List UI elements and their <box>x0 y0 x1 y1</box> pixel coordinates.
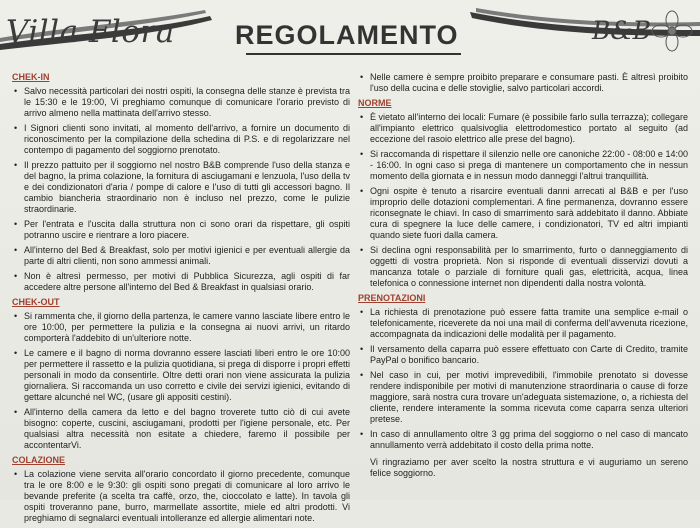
rule-item: • Si rammenta che, il giorno della partenza, le camere vanno lasciate libere entro le ore 10:00, per permettere la pulizia e la consegna ai nuovi arrivi, un ritardo comporterà l'addebito di un'ulteriore notte. <box>12 311 350 344</box>
closing-message: Vi ringraziamo per aver scelto la nostra struttura e vi auguriamo un sereno felice soggiorno. <box>370 457 688 478</box>
rule-item: • È vietato all'interno dei locali: Fumare (è possibile farlo sulla terrazza); collegare all'impianto elettrico qualsivoglia elettrodomestico portato al seguito (ad eccezione del rasoio elettrico alle prese del bagno). <box>358 112 688 145</box>
rule-item: • In caso di annullamento oltre 3 gg prima del soggiorno o nel caso di mancato annullamento verrà addebitato il costo della prima notte. <box>358 429 688 451</box>
rule-item: • La richiesta di prenotazione può essere fatta tramite una semplice e-mail o telefonicamente, riceverete da noi una mail di conferma dell'avvenuta ricezione, accompagnata da indicazioni delle modalità per il pagamento. <box>358 307 688 340</box>
rule-item: • La colazione viene servita all'orario concordato il giorno precedente, comunque tra le ore 8:00 e le 9:30: gli ospiti sono pregati di comunicare al loro arrivo le bevande preferite (a scelta tra caffè, orzo, the, cioccolato e latte). In tavola gli ospiti troveranno pane, burro, marmellate assortite, miele ed altri prodotti. Vi preghiamo di segnalarci eventuali intolleranze ed allergie alimentari note. <box>12 469 350 524</box>
rule-item: • Le camere e il bagno di norma dovranno essere lasciati liberi entro le ore 10:00 per permettere il rassetto e la pulizia quotidiana, si prega di disporre i propri effetti personali in modo da consentirle. Oltre detti orari non viene assicurata la pulizia giornaliera. Si raccomanda un uso corretto e civile dei servizi igienici, evitando di gettare alcunché nel WC, (usare gli appositi cestini). <box>12 348 350 403</box>
brand-logo-left: Villa Flora <box>6 14 175 50</box>
title-underline <box>246 53 461 55</box>
rule-item: • All'interno della camera da letto e del bagno troverete tutto ciò di cui avete bisogno: coperte, cuscini, asciugamani, prodotti per l'igiene personale, etc. Per qualsiasi altra necessità non esitate a chiedere, faremo il possibile per accontentarVi. <box>12 407 350 451</box>
rule-item: • Non è altresì permesso, per motivi di Pubblica Sicurezza, agli ospiti di far accedere altre persone all'interno del Bed & Breakfast in qualsiasi orario. <box>12 271 350 293</box>
rule-item: • Ogni ospite è tenuto a risarcire eventuali danni arrecati al B&B e per l'uso improprio delle dotazioni complementari. A fine permanenza, dovranno essere riconsegnate le chiavi. In caso di smarrimento sarà addebitato il danno. Abbiate cura di spegnere la luce delle camere, i condizionatori, TV ed altri impianti quando siete fuori dalla camera. <box>358 186 688 241</box>
rule-item: • Salvo necessità particolari dei nostri ospiti, la consegna delle stanze è prevista tra le 15:30 e le 19:00, Vi preghiamo comunque di comunicare l'orario previsto di arrivo almeno nella mattinata dell'arrivo stesso. <box>12 86 350 119</box>
flower-icon <box>650 8 694 56</box>
section-heading-prenotazioni: PRENOTAZIONI <box>358 293 426 303</box>
left-column <box>12 72 350 528</box>
rule-item: • Per l'entrata e l'uscita dalla struttura non ci sono orari da rispettare, gli ospiti potranno uscire e rientrare a loro piacere. <box>12 219 350 241</box>
section-heading-norme: NORME <box>358 98 392 108</box>
rule-item: • Il prezzo pattuito per il soggiorno nel nostro B&B comprende l'uso della stanza e del bagno, la prima colazione, la fornitura di asciugamani e lenzuola, l'uso della tv e dei condizionatori d'aria / pompe di calore e l'uso di tutti gli accessori bagno. Il cambio biancheria straordinario non è incluso nel prezzo, come le pulizie straordinarie. <box>12 160 350 215</box>
rule-item: • I Signori clienti sono invitati, al momento dell'arrivo, a fornire un documento di riconoscimento per la compilazione della schedina di P.S. e di regolarizzare nel contempo di pagamento del soggiorno prenotato. <box>12 123 350 156</box>
rule-item: • Si raccomanda di rispettare il silenzio nelle ore canoniche 22:00 - 08:00 e 14:00 - 16:00. In ogni caso si prega di mantenere un comportamento che in nessun momento della giornata e in nessun modo danneggi l'altrui tranquillità. <box>358 149 688 182</box>
rule-item: • Nel caso in cui, per motivi imprevedibili, l'immobile prenotato si dovesse rendere indisponibile per motivi di manutenzione straordinaria o cause di forze maggiore, sarà nostra cura trovare un'adeguata sistemazione, o, a richiesta del cliente, rendere interamente la somma ricevuta come caparra senza ulteriori pretese. <box>358 370 688 425</box>
header <box>0 0 700 70</box>
page-title: REGOLAMENTO <box>235 20 459 50</box>
brand-logo-right: B&B <box>592 16 651 45</box>
section-heading-checkin: CHEK-IN <box>12 72 50 82</box>
rule-item: • All'interno del Bed & Breakfast, solo per motivi igienici e per eventuali allergie da parte di altri clienti, non sono ammessi animali. <box>12 245 350 267</box>
rule-item: • Nelle camere è sempre proibito preparare e consumare pasti. È altresì proibito l'uso della cucina e delle stoviglie, salvo particolari accordi. <box>358 72 688 94</box>
section-heading-checkout: CHEK-OUT <box>12 297 60 307</box>
section-heading-colazione: COLAZIONE <box>12 455 65 465</box>
right-column <box>358 72 688 479</box>
rule-item: • Si declina ogni responsabilità per lo smarrimento, furto o danneggiamento di oggetti di vostra proprietà. Non si risponde di eventuali disservizi dovuti a mancanza totale o parziale di forniture quali gas, elettricità, acqua, linea telefonica o connessione internet non dipendenti dalla nostra volontà. <box>358 245 688 289</box>
rule-item: • Il versamento della caparra può essere effettuato con Carte di Credito, tramite PayPal o bonifico bancario. <box>358 344 688 366</box>
